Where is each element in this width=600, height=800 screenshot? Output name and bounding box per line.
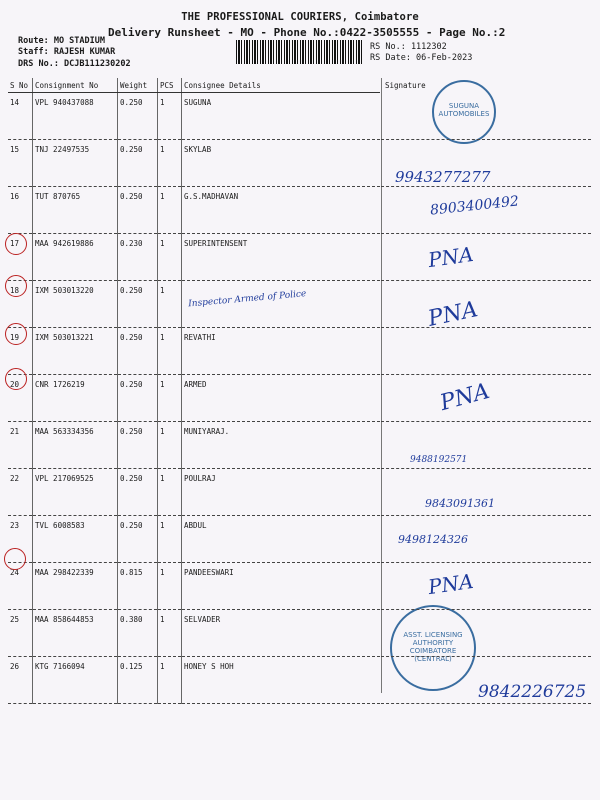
cell-consignee: HONEY S HOH [182, 657, 381, 704]
cell-consignee: SUPERINTENSENT [182, 234, 381, 281]
rubber-stamp-top [432, 80, 496, 144]
table-row [8, 610, 380, 657]
cell-pcs: 1 [158, 328, 182, 375]
signature-row-divider [381, 374, 591, 375]
signature-row-divider [381, 327, 591, 328]
stamp-text: SUGUNA AUTOMOBILES [438, 102, 490, 118]
table-row [8, 563, 380, 610]
signature-row-divider [381, 233, 591, 234]
signature-row-divider [381, 703, 591, 704]
cell-sno: 15 [8, 140, 33, 187]
handwritten-pna: PNA [426, 241, 475, 273]
cell-weight: 0.250 [118, 422, 158, 469]
cell-sno: 16 [8, 187, 33, 234]
cell-consignment-no: MAA 563334356 [33, 422, 118, 469]
red-circle-mark [5, 275, 27, 297]
barcode-image [236, 40, 362, 64]
signature-row-divider [381, 139, 591, 140]
cell-sno: 19 [8, 328, 33, 375]
red-circle-mark [5, 368, 27, 390]
cell-pcs: 1 [158, 93, 182, 140]
table-header-row [8, 78, 380, 93]
company-title: THE PROFESSIONAL COURIERS, Coimbatore [181, 11, 419, 23]
cell-consignment-no: TVL 6008583 [33, 516, 118, 563]
rs-date: RS Date: 06-Feb-2023 [370, 53, 473, 63]
handwritten-pna: PNA [437, 378, 493, 417]
cell-consignee: REVATHI [182, 328, 381, 375]
cell-weight: 0.250 [118, 281, 158, 328]
cell-sno: 22 [8, 469, 33, 516]
table-row [8, 234, 380, 281]
cell-consignee: SUGUNA [182, 93, 381, 140]
cell-pcs: 1 [158, 375, 182, 422]
staff-label: Staff: RAJESH KUMAR [18, 47, 116, 57]
table-row [8, 375, 380, 422]
cell-consignment-no: TNJ 22497535 [33, 140, 118, 187]
cell-pcs: 1 [158, 187, 182, 234]
handwritten-pna: PNA [426, 568, 475, 600]
cell-consignee: SELVADER [182, 610, 381, 657]
cell-weight: 0.250 [118, 140, 158, 187]
col-header-pcs: PCS [158, 78, 182, 93]
cell-consignee: ARMED [182, 375, 381, 422]
cell-consignment-no: KTG 7166094 [33, 657, 118, 704]
cell-consignee: POULRAJ [182, 469, 381, 516]
cell-sno: 18 [8, 281, 33, 328]
table-row [8, 469, 380, 516]
cell-pcs: 1 [158, 516, 182, 563]
cell-consignment-no: CNR 1726219 [33, 375, 118, 422]
handwritten-pna: PNA [425, 297, 481, 332]
signature-row-divider [381, 656, 591, 657]
cell-sno: 20 [8, 375, 33, 422]
cell-consignment-no: MAA 858644853 [33, 610, 118, 657]
route-label: Route: MO STADIUM [18, 36, 105, 46]
cell-consignment-no: MAA 298422339 [33, 563, 118, 610]
handwritten-phone: 9842226725 [478, 682, 587, 702]
handwritten-phone: 9943277277 [395, 168, 491, 186]
table-row [8, 140, 380, 187]
drs-number: DRS No.: DCJB111230202 [18, 59, 131, 69]
cell-sno: 14 [8, 93, 33, 140]
handwritten-note: Inspector Armed of Police [187, 289, 307, 310]
cell-pcs: 1 [158, 657, 182, 704]
cell-pcs: 1 [158, 422, 182, 469]
consignment-table [8, 78, 380, 704]
col-header-sno: S No [8, 78, 33, 93]
rubber-stamp-bottom [390, 605, 476, 691]
handwritten-phone: 9843091361 [425, 497, 495, 510]
handwritten-phone: 8903400492 [429, 193, 520, 219]
signature-row-divider [381, 468, 591, 469]
cell-consignment-no: MAA 942619886 [33, 234, 118, 281]
cell-pcs: 1 [158, 469, 182, 516]
cell-consignee: ABDUL [182, 516, 381, 563]
cell-weight: 0.250 [118, 187, 158, 234]
signature-row-divider [381, 562, 591, 563]
cell-consignment-no: VPL 940437088 [33, 93, 118, 140]
cell-consignee: G.S.MADHAVAN [182, 187, 381, 234]
cell-pcs: 1 [158, 563, 182, 610]
table-row [8, 516, 380, 563]
table-row [8, 422, 380, 469]
signature-row-divider [381, 609, 591, 610]
cell-sno: 17 [8, 234, 33, 281]
cell-weight: 0.250 [118, 328, 158, 375]
cell-weight: 0.380 [118, 610, 158, 657]
cell-consignment-no: IXM 503013220 [33, 281, 118, 328]
runsheet-subtitle: Delivery Runsheet - MO - Phone No.:0422-3505555 - Page No.:2 [108, 26, 506, 39]
cell-pcs: 1 [158, 281, 182, 328]
table-row [8, 187, 380, 234]
cell-weight: 0.250 [118, 469, 158, 516]
cell-sno: 26 [8, 657, 33, 704]
col-header-signature: Signature [385, 81, 426, 90]
cell-consignee: PANDEESWARI [182, 563, 381, 610]
col-header-consignee: Consignee Details [182, 78, 381, 93]
cell-sno: 25 [8, 610, 33, 657]
table-row [8, 328, 380, 375]
cell-sno: 21 [8, 422, 33, 469]
table-body [8, 93, 380, 704]
cell-sno: 23 [8, 516, 33, 563]
cell-weight: 0.250 [118, 93, 158, 140]
cell-consignment-no: TUT 870765 [33, 187, 118, 234]
cell-weight: 0.125 [118, 657, 158, 704]
red-circle-mark [4, 548, 26, 570]
col-header-weight: Weight [118, 78, 158, 93]
handwritten-phone: 9498124326 [398, 533, 468, 546]
cell-pcs: 1 [158, 140, 182, 187]
cell-consignee: SKYLAB [182, 140, 381, 187]
col-header-consignment: Consignment No [33, 78, 118, 93]
table-row [8, 657, 380, 704]
cell-weight: 0.815 [118, 563, 158, 610]
cell-pcs: 1 [158, 234, 182, 281]
table-row [8, 93, 380, 140]
red-circle-mark [5, 323, 27, 345]
cell-consignment-no: VPL 217069525 [33, 469, 118, 516]
signature-row-divider [381, 186, 591, 187]
cell-weight: 0.230 [118, 234, 158, 281]
cell-sno: 24 [8, 563, 33, 610]
signature-row-divider [381, 280, 591, 281]
cell-consignee: MUNIYARAJ. [182, 422, 381, 469]
rs-number: RS No.: 1112302 [370, 42, 447, 52]
signature-row-divider [381, 515, 591, 516]
cell-pcs: 1 [158, 610, 182, 657]
red-circle-mark [5, 233, 27, 255]
signature-row-divider [381, 421, 591, 422]
stamp-text: ASST. LICENSING AUTHORITY COIMBATORE (CENTRAL) [403, 631, 463, 663]
handwritten-phone: 9488192571 [410, 455, 468, 465]
cell-weight: 0.250 [118, 375, 158, 422]
cell-weight: 0.250 [118, 516, 158, 563]
cell-consignment-no: IXM 503013221 [33, 328, 118, 375]
